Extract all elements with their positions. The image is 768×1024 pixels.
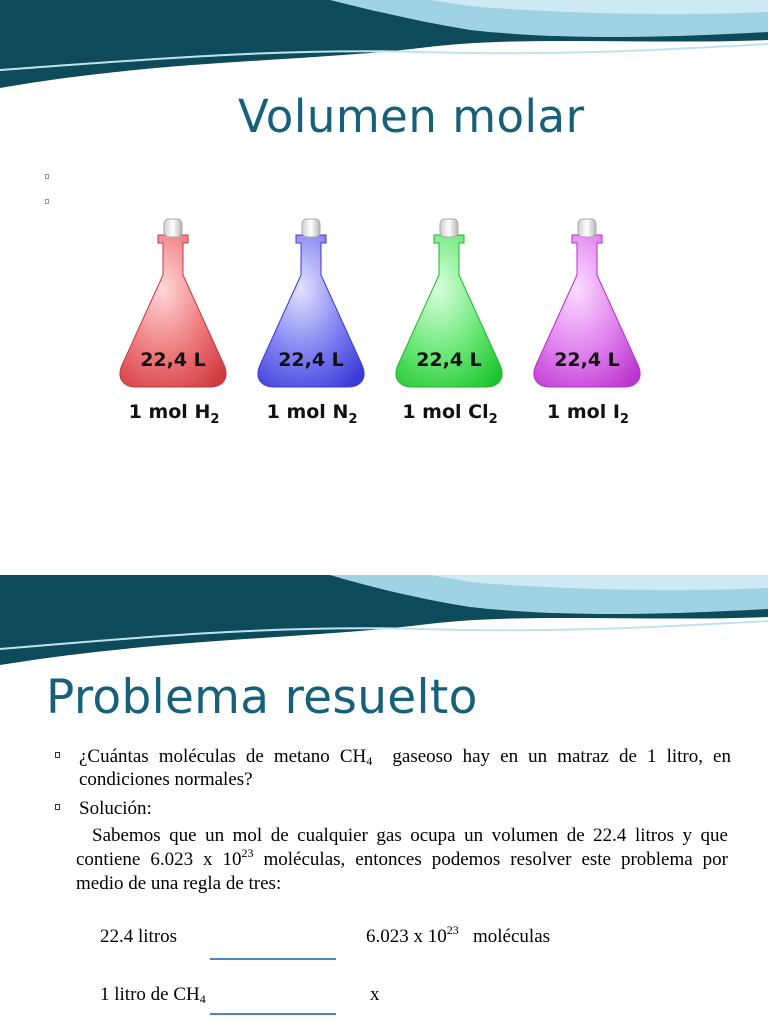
slide-separator [0, 560, 768, 575]
rule-row2-left: 1 litro de $CH_4$ [100, 984, 206, 1006]
rule-arrow-line [210, 1013, 336, 1015]
header-wave-decoration [0, 575, 768, 670]
bullet-marker [55, 752, 60, 758]
page-title: Volumen molar [238, 90, 585, 143]
flask-mol-label: 1 mol $I_2$ [547, 401, 629, 427]
flask-volume-label: 22,4 L [140, 349, 206, 371]
flask-illustration [108, 205, 676, 445]
question-text: ¿Cuántas moléculas de metano $CH_4$ gaseoso hay en un matraz de 1 litro, en condiciones normales? [79, 746, 736, 790]
solution-label: Solución: [79, 798, 152, 819]
flask-mol-label: 1 mol $N_2$ [266, 401, 358, 427]
rule-row1-left: 22.4 litros [100, 926, 178, 947]
rule-row2-right: x [370, 984, 380, 1005]
section-title: Problema resuelto [46, 670, 478, 725]
header-wave-decoration [0, 0, 768, 95]
rule-arrow-line [210, 958, 336, 960]
bullet-marker [45, 199, 49, 204]
solution-bullet [55, 797, 735, 821]
question-bullet [55, 745, 735, 793]
flask-volume-label: 22,4 L [554, 349, 620, 371]
flask-volume-label: 22,4 L [278, 349, 344, 371]
rule-row1-right: 6.023 x $10^{23}$ moléculas [366, 923, 551, 947]
flask-mol-label: 1 mol $H_2$ [128, 401, 220, 427]
solution-paragraph: Sabemos que un mol de cualquier gas ocupa un volumen de 22.4 litros y que contiene 6.023 x $10^{23}$ moléculas, entonces podemos resolver este problema por medio de una regla de tres: [76, 825, 729, 894]
bullet-marker [55, 804, 60, 810]
flask-mol-label: 1 mol $Cl_2$ [402, 401, 498, 427]
bullet-marker [45, 174, 49, 179]
flask-volume-label: 22,4 L [416, 349, 482, 371]
